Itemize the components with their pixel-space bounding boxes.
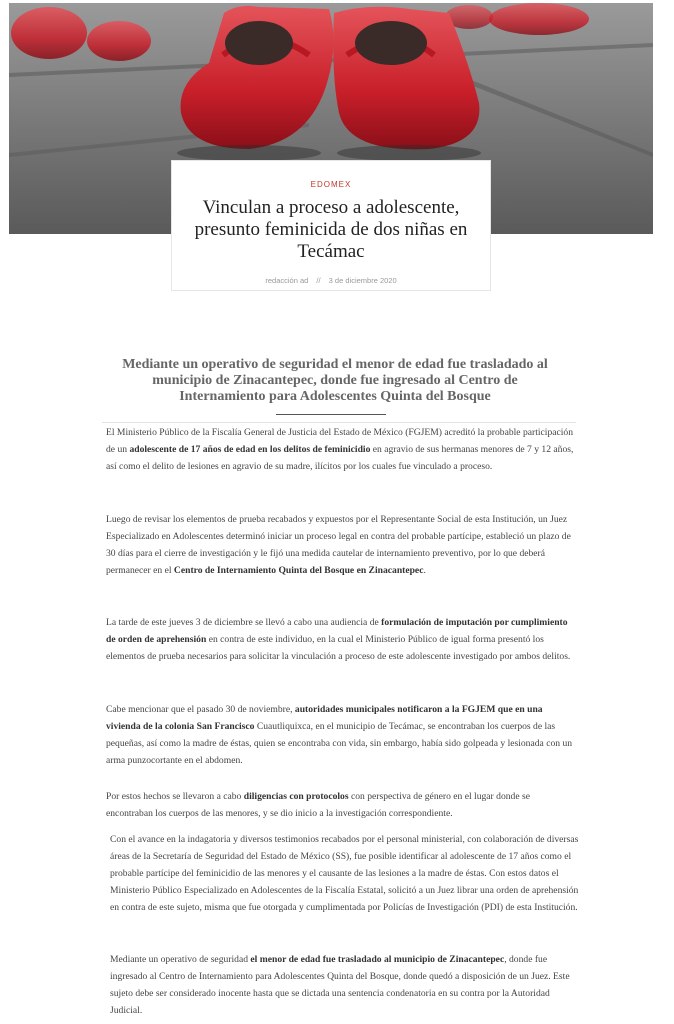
byline-separator: // (316, 276, 321, 285)
category-link[interactable]: EDOMEX (310, 180, 352, 189)
divider-short (276, 414, 386, 415)
bold-run: formulación de imputación por cumplimiento de orden de aprehensión (106, 617, 568, 645)
body-paragraph-3 (106, 614, 576, 665)
text-run: Cuautliquixca, en el municipio de Tecámac, se encontraban los cuerpos de las pequeñas, así como la madre de éstas, quien se encontraba con vida, sin embargo, había sido golpeada y lesionada con un arma punzocortante en el abdomen. (106, 721, 573, 766)
byline (172, 276, 490, 285)
body-paragraph-5 (106, 788, 576, 822)
author-link[interactable]: redacción ad (265, 276, 309, 285)
body-paragraph-2 (106, 511, 576, 579)
divider-long (102, 422, 576, 423)
bold-run: el menor de edad fue trasladado al municipio de Zinacantepec (250, 954, 505, 965)
text-run: Con el avance en la indagatoria y diversos testimonios recabados por el personal ministerial, con colaboración de diversas áreas de la Secretaría de Seguridad del Estado de México (SS), fue posible identificar al adolescente de 17 años como el probable partícipe del feminicidio de las menores y el causante de las lesiones a la madre de éstas. Con estos datos el Ministerio Público Especializado en Adolescentes de la Fiscalía Estatal, solicitó a un Juez librar una orden de aprehensión en contra de este sujeto, misma que fue otorgada y cumplimentada por Policías de Investigación (PDI) de esta Institución. (110, 834, 579, 913)
text-run: El Ministerio Público de la Fiscalía General de Justicia del Estado de México (FGJEM) acreditó la probable participación de un (106, 427, 574, 455)
title-card (171, 160, 491, 291)
body-paragraph-4 (106, 701, 576, 769)
text-run: Luego de revisar los elementos de prueba recabados y expuestos por el Representante Social de esta Institución, un Juez Especializado en Adolescentes determinó iniciar un proceso legal en contra del probable partícipe, estableció un plazo de 30 días para el cierre de investigación y le fijó una medida cautelar de internamiento preventivo, por lo que deberá permanecer en el (106, 514, 571, 576)
body-paragraph-1 (106, 424, 576, 475)
bold-run: adolescente de 17 años de edad en los delitos de feminicidio (129, 444, 371, 455)
text-run: Por estos hechos se llevaron a cabo (106, 791, 244, 802)
text-run: , donde fue ingresado al Centro de Internamiento para Adolescentes Quinta del Bosque, donde quedó a disposición de un Juez. Este sujeto debe ser considerado inocente hasta que se dictada una sentencia condenatoria en su contra por la Autoridad Judicial. (110, 954, 570, 1016)
body-paragraph-6 (110, 831, 580, 916)
text-run: en contra de este individuo, en la cual el Ministerio Público de igual forma presentó los elementos de prueba necesarios para solicitar la vinculación a proceso de este adolescente investigado por ambos delitos. (106, 634, 571, 662)
text-run: . (423, 565, 426, 576)
bold-run: diligencias con protocolos (243, 791, 349, 802)
text-run: Mediante un operativo de seguridad (110, 954, 251, 965)
bold-run: autoridades municipales notificaron a la FGJEM que en una vivienda de la colonia San Francisco (106, 704, 543, 732)
text-run: con perspectiva de género en el lugar donde se encontraban los cuerpos de las menores, y se dio inicio a la investigación correspondiente. (106, 791, 530, 819)
text-run: Cabe mencionar que el pasado 30 de noviembre, (106, 704, 295, 715)
text-run: en agravio de sus hermanas menores de 7 y 12 años, así como el delito de lesiones en agravio de su madre, ilícitos por los cuales fue vinculado a proceso. (106, 444, 574, 472)
article-subtitle: Mediante un operativo de seguridad el menor de edad fue trasladado al municipio de Zinacantepec, donde fue ingresado al Centro de Internamiento para Adolescentes Quinta del Bosque (122, 357, 548, 404)
body-paragraph-7 (110, 951, 580, 1019)
article-title: Vinculan a proceso a adolescente, presunto feminicida de dos niñas en Tecámac (194, 197, 468, 262)
text-run: La tarde de este jueves 3 de diciembre se llevó a cabo una audiencia de (106, 617, 382, 628)
bold-run: Centro de Internamiento Quinta del Bosque en Zinacantepec (173, 565, 424, 576)
article-date: 3 de diciembre 2020 (328, 276, 397, 285)
